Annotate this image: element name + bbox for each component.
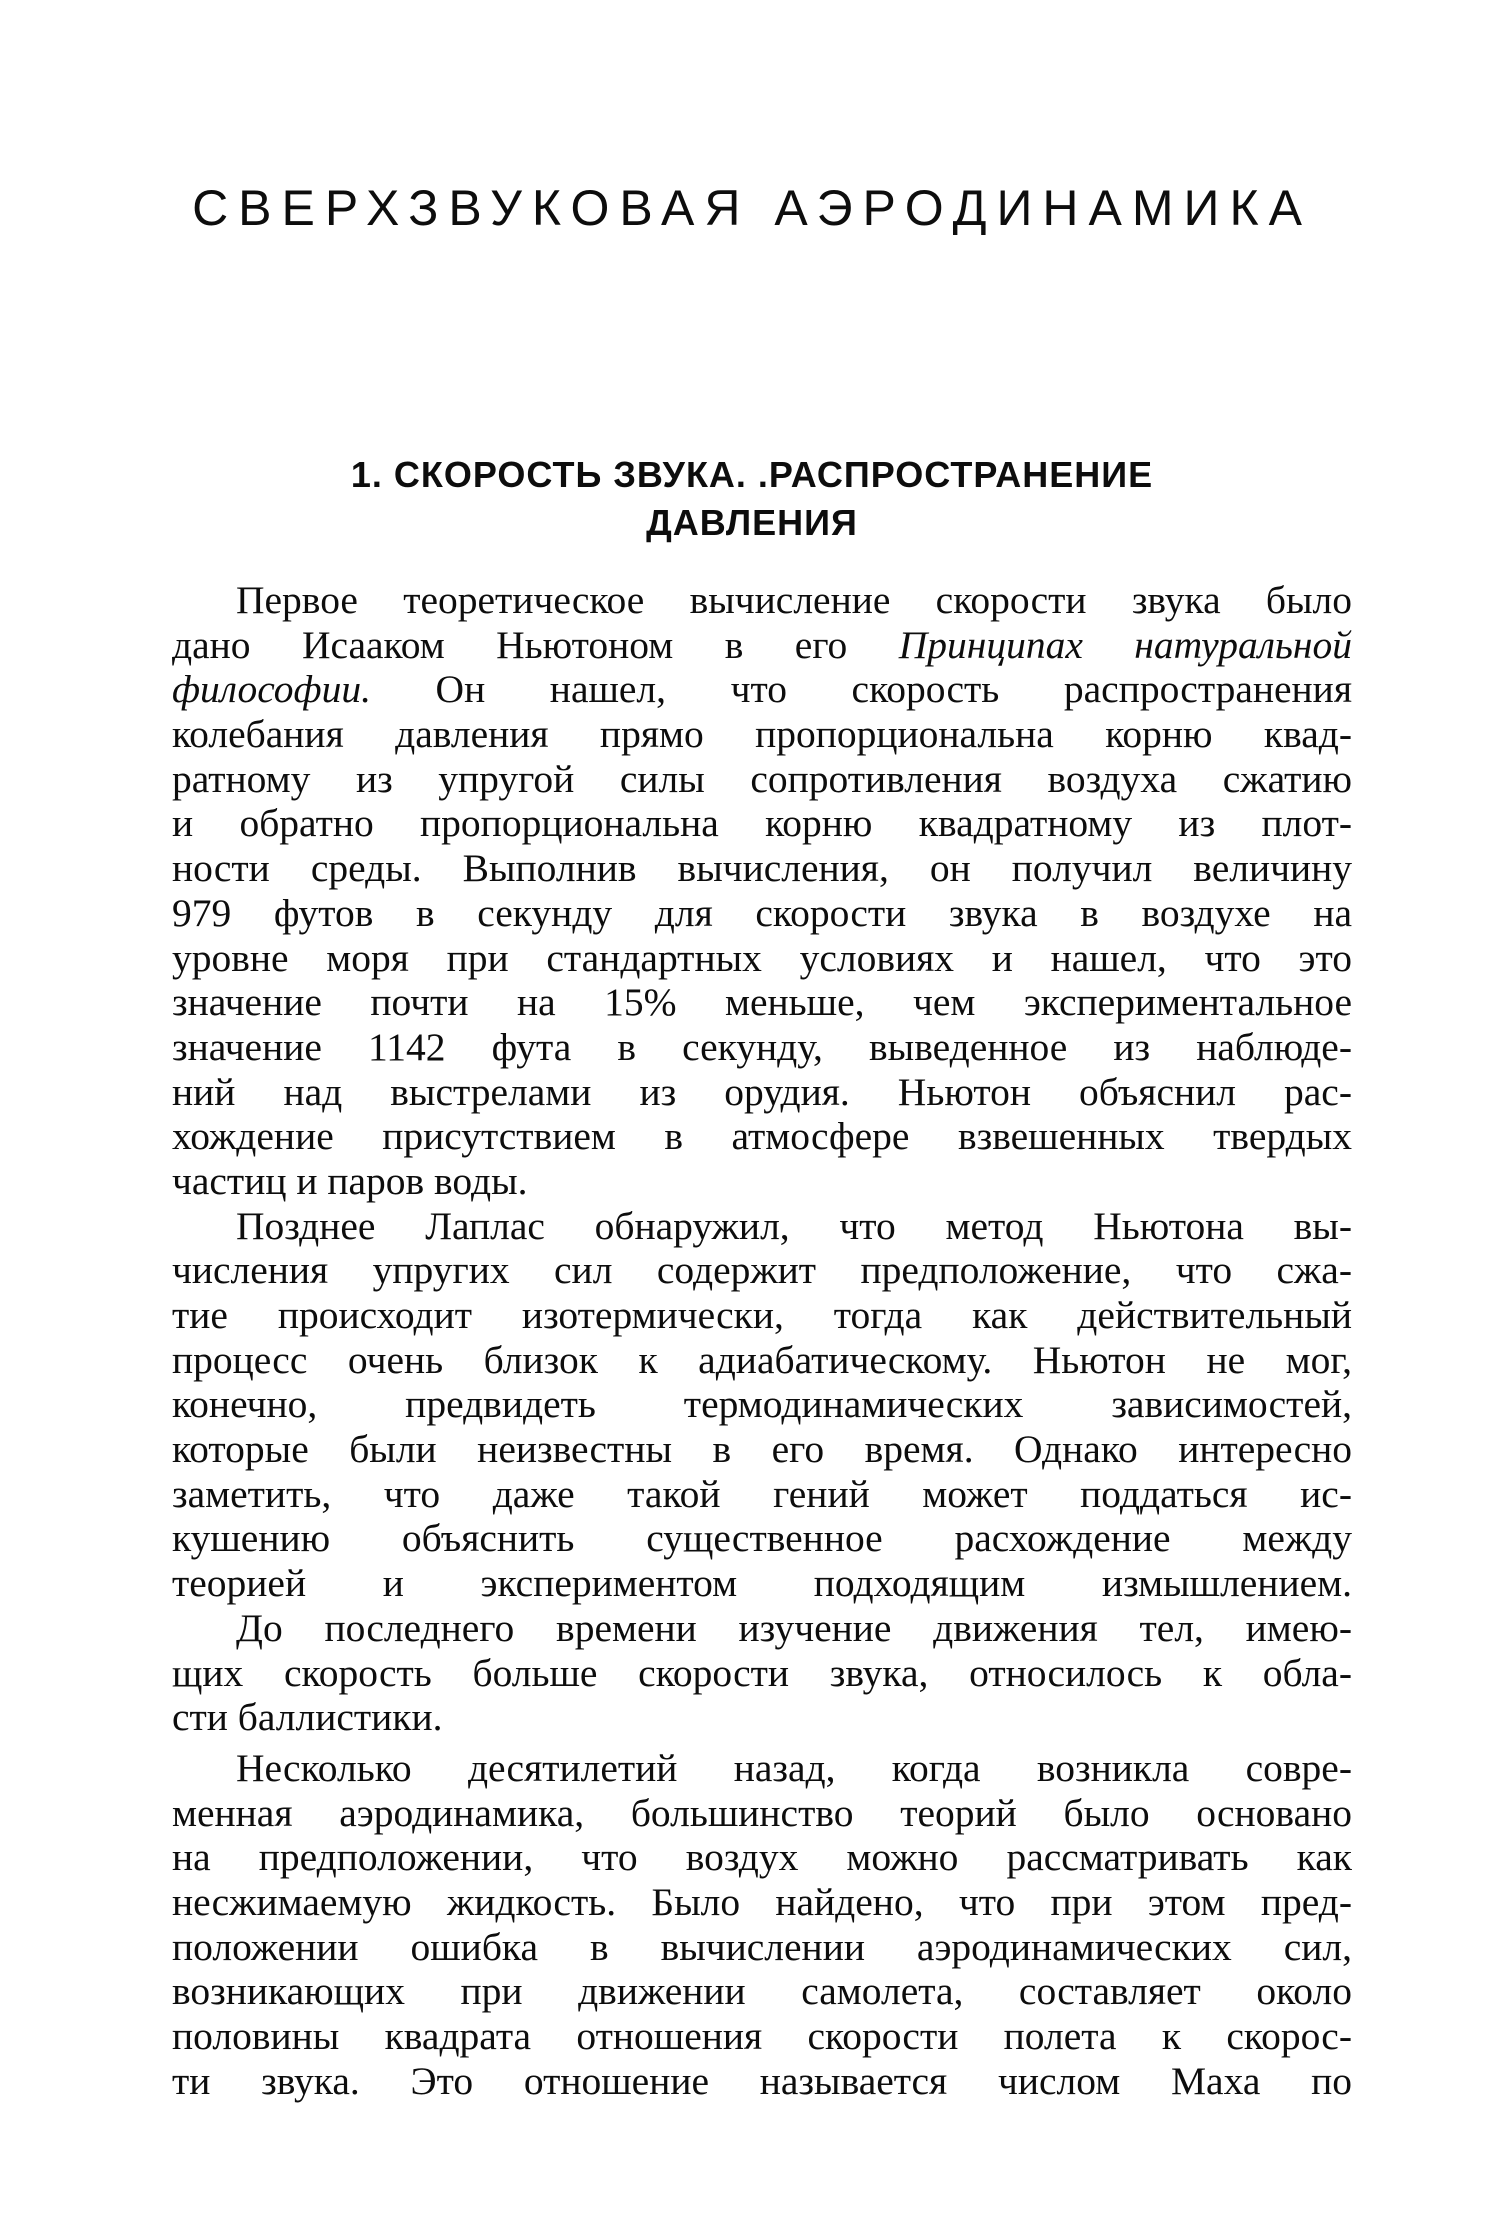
paragraph-line: Несколько десятилетий назад, когда возникла совре- [236, 1745, 1352, 1790]
book-title-italic-cont: философии. [172, 667, 371, 712]
paragraph-line: значение почти на 15% меньше, чем экспериментальное [172, 980, 1352, 1025]
paragraph-line: Позднее Лаплас обнаружил, что метод Ньютона вы- [236, 1203, 1352, 1248]
paragraph-line: возникающих при движении самолета, составляет около [172, 1969, 1352, 2014]
paragraph-line: значение 1142 фута в секунду, выведенное из наблюде- [172, 1024, 1352, 1069]
line-text: дано Исааком Ньютоном в его [172, 622, 899, 667]
paragraph-1 [172, 578, 1352, 1204]
paragraph-3 [172, 1606, 1352, 1740]
paragraph-line: конечно, предвидеть термодинамических зависимостей, [172, 1382, 1352, 1427]
paragraph-line [172, 623, 1352, 668]
section-heading [0, 451, 1504, 547]
paragraph-line: на предположении, что воздух можно рассматривать как [172, 1835, 1352, 1880]
paragraph-line: кушению объяснить существенное расхождение между [172, 1516, 1352, 1561]
paragraph-line: хождение присутствием в атмосфере взвешенных твердых [172, 1114, 1352, 1159]
section-heading-line-2: ДАВЛЕНИЯ [646, 502, 858, 543]
paragraph-line: тие происходит изотермически, тогда как действительный [172, 1293, 1352, 1337]
paragraph-line: и обратно пропорциональна корню квадратному из плот- [172, 801, 1352, 846]
paragraph-line: несжимаемую жидкость. Было найдено, что при этом пред- [172, 1879, 1352, 1924]
paragraph-line: ти звука. Это отношение называется числом Маха по [172, 2058, 1352, 2103]
paragraph-line: заметить, что даже такой гений может поддаться ис- [172, 1471, 1352, 1516]
paragraph-line: Первое теоретическое вычисление скорости звука было [236, 578, 1352, 622]
line-text: Он нашел, что скорость распространения [370, 667, 1352, 712]
paragraph-line: менная аэродинамика, большинство теорий было основано [172, 1790, 1352, 1835]
paragraph-4 [172, 1746, 1352, 2104]
paragraph-line: ний над выстрелами из орудия. Ньютон объяснил рас- [172, 1069, 1352, 1114]
paragraph-line: положении ошибка в вычислении аэродинамических сил, [172, 1924, 1352, 1969]
section-heading-line-1: 1. СКОРОСТЬ ЗВУКА. .РАСПРОСТРАНЕНИЕ [350, 454, 1154, 495]
paragraph-line: половины квадрата отношения скорости полета к скорос- [172, 2014, 1352, 2058]
paragraph-2 [172, 1204, 1352, 1606]
page-title: СВЕРХЗВУКОВАЯ АЭРОДИНАМИКА [192, 180, 1312, 236]
paragraph-line: которые были неизвестны в его время. Однако интересно [172, 1427, 1352, 1472]
paragraph-line: ности среды. Выполнив вычисления, он получил величину [172, 846, 1352, 891]
paragraph-line [172, 667, 1352, 712]
paragraph-line: сти баллистики. [172, 1695, 443, 1740]
paragraph-line: процесс очень близок к адиабатическому. Ньютон не мог, [172, 1337, 1352, 1382]
paragraph-line: щих скорость больше скорости звука, относилось к обла- [172, 1650, 1352, 1695]
paragraph-line: ратному из упругой силы сопротивления воздуха сжатию [172, 756, 1352, 801]
paragraph-line: уровне моря при стандартных условиях и нашел, что это [172, 935, 1352, 980]
paragraph-line: колебания давления прямо пропорциональна корню квад- [172, 712, 1352, 757]
body-text [172, 578, 1352, 2103]
paragraph-line: числения упругих сил содержит предположение, что сжа- [172, 1248, 1352, 1293]
paragraph-line: теорией и экспериментом подходящим измышлением. [172, 1561, 1352, 1606]
book-title-italic: Принципах натуральной [898, 622, 1352, 667]
paragraph-line: До последнего времени изучение движения тел, имею- [236, 1605, 1352, 1650]
paragraph-line: 979 футов в секунду для скорости звука в воздухе на [172, 890, 1352, 935]
paragraph-line: частиц и паров воды. [172, 1158, 528, 1203]
